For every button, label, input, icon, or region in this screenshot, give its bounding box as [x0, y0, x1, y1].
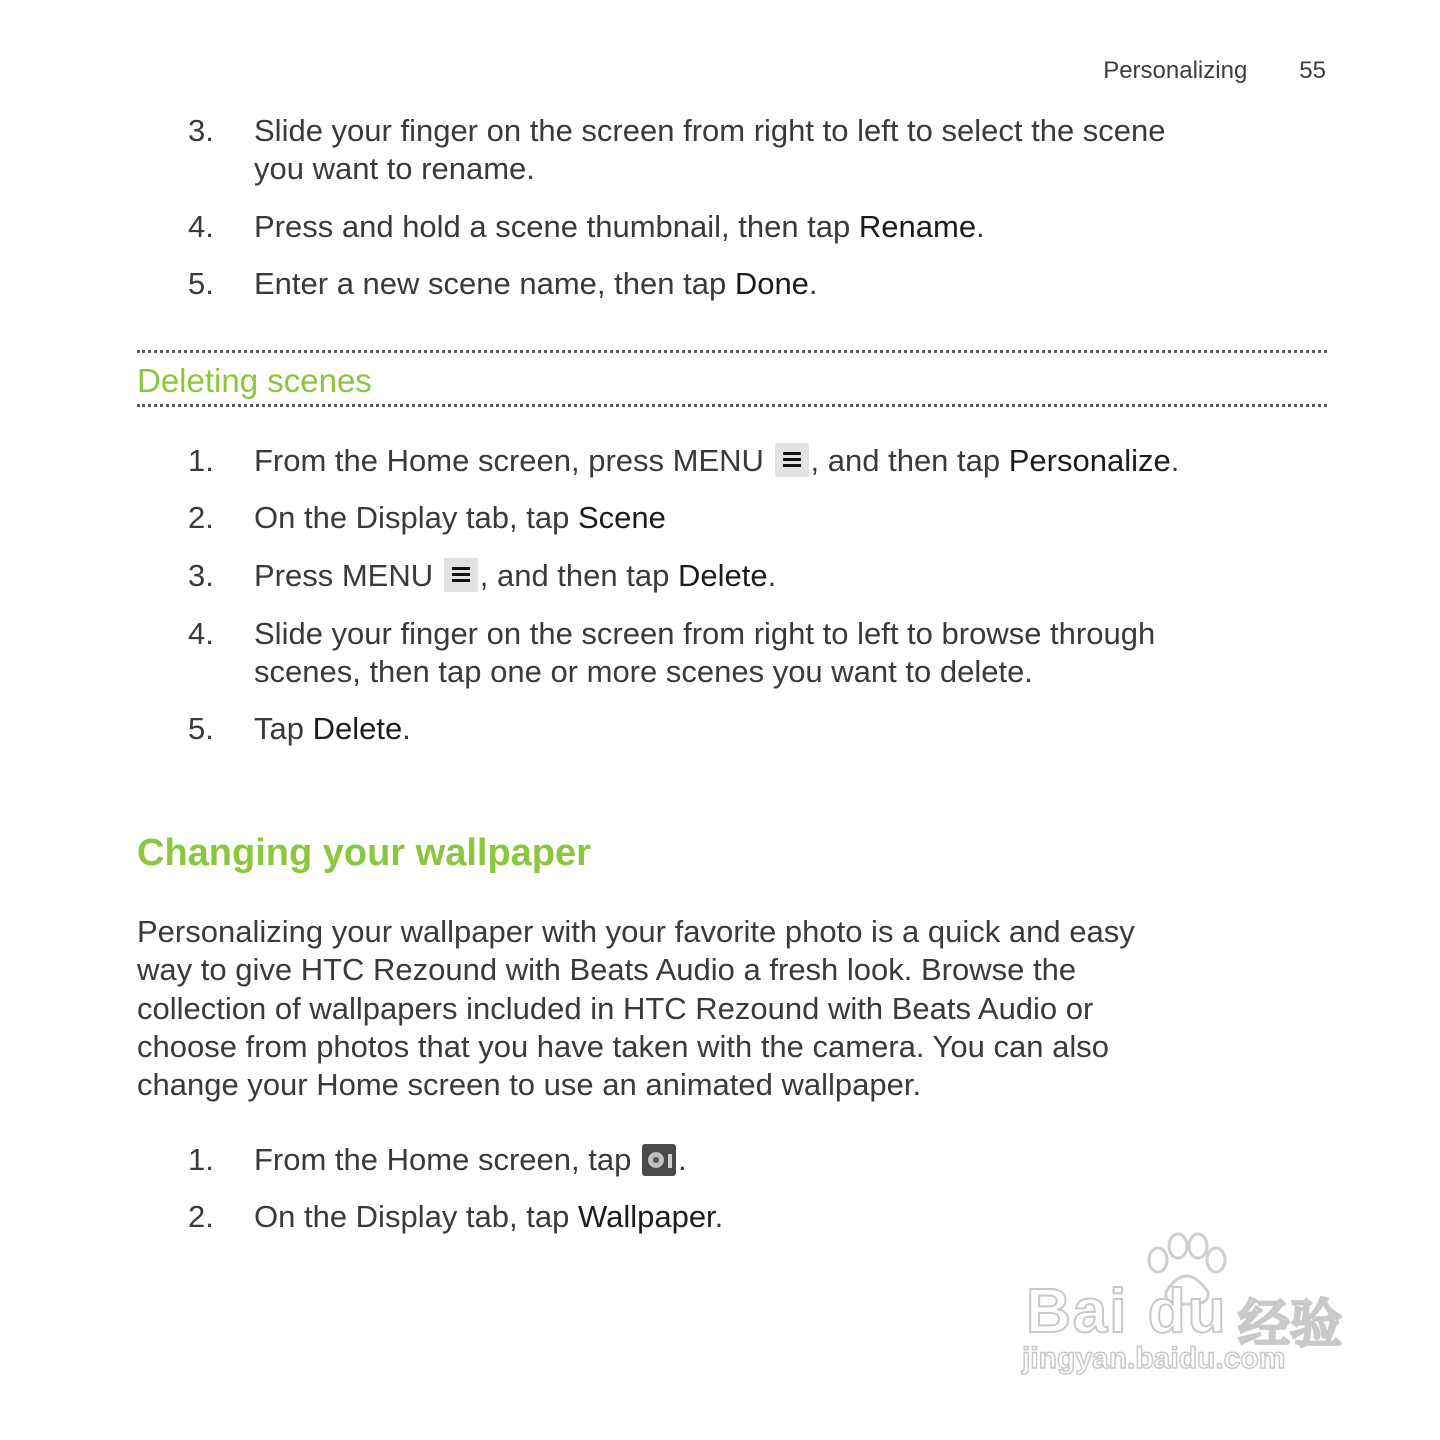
- step-line: you want to rename.: [254, 151, 535, 186]
- baidu-watermark: [1020, 1230, 1360, 1390]
- step-end: .: [714, 1199, 724, 1234]
- step-number: 1.: [188, 1142, 214, 1177]
- ui-term-delete: Delete: [312, 711, 403, 746]
- step-text: [254, 265, 818, 303]
- step-plain: Tap: [254, 711, 313, 746]
- page-number: 55: [1299, 57, 1326, 84]
- step-end: .: [767, 558, 777, 593]
- step-text: [254, 499, 666, 537]
- step-plain: On the Display tab, tap: [254, 500, 578, 535]
- step-number: 2.: [188, 1199, 214, 1234]
- step-number: 5.: [188, 711, 214, 746]
- step-number: 3.: [188, 113, 214, 148]
- ui-term-delete: Delete: [677, 558, 768, 593]
- menu-icon: [775, 443, 809, 477]
- ui-term-done: Done: [734, 266, 809, 301]
- step-end: .: [402, 711, 411, 746]
- step-line: Slide your finger on the screen from right to left to select the scene: [254, 113, 1166, 148]
- ui-term-wallpaper: Wallpaper: [577, 1199, 715, 1234]
- step-plain: , and then tap: [479, 558, 678, 593]
- divider-top: [137, 350, 1327, 353]
- page-header: [1103, 57, 1326, 85]
- step-text: [254, 442, 1179, 480]
- step-number: 3.: [188, 558, 214, 593]
- step-plain: Press MENU: [254, 558, 442, 593]
- step-plain: From the Home screen, tap: [254, 1142, 640, 1177]
- step-text: [254, 615, 1155, 691]
- step-text: [254, 112, 1166, 188]
- step-end: .: [1170, 443, 1180, 478]
- ui-term-scene: Scene: [577, 500, 666, 535]
- watermark-brand: Bai du: [1026, 1277, 1228, 1346]
- step-number: 5.: [188, 266, 214, 301]
- camera-personalize-icon: [642, 1144, 676, 1176]
- step-line: Slide your finger on the screen from right to left to browse through: [254, 616, 1156, 651]
- step-text: [254, 1198, 723, 1236]
- watermark-cn: 经验: [1238, 1296, 1343, 1354]
- subsection-title: Deleting scenes: [137, 362, 372, 399]
- step-line: scenes, then tap one or more scenes you want to delete.: [254, 654, 1033, 689]
- divider-bottom: [137, 404, 1327, 407]
- step-number: 4.: [188, 616, 214, 651]
- step-plain: Enter a new scene name, then tap: [254, 266, 735, 301]
- section-name: Personalizing: [1103, 57, 1248, 84]
- step-plain: On the Display tab, tap: [254, 1199, 578, 1234]
- step-end: .: [677, 1142, 687, 1177]
- step-plain: , and then tap: [810, 443, 1009, 478]
- step-text: [254, 557, 776, 595]
- step-number: 4.: [188, 209, 214, 244]
- menu-icon: [444, 558, 478, 592]
- step-end: .: [808, 266, 818, 301]
- step-text: [254, 1141, 687, 1179]
- section-title: Changing your wallpaper: [137, 832, 591, 874]
- ui-term-rename: Rename: [858, 209, 977, 244]
- step-number: 2.: [188, 500, 214, 535]
- watermark-url: jingyan.baidu.com: [1022, 1342, 1286, 1375]
- step-plain: Press and hold a scene thumbnail, then tap: [254, 209, 859, 244]
- step-number: 1.: [188, 443, 214, 478]
- step-text: [254, 710, 411, 748]
- step-text: [254, 208, 985, 246]
- ui-term-personalize: Personalize: [1008, 443, 1171, 478]
- step-plain: From the Home screen, press MENU: [254, 443, 773, 478]
- intro-paragraph: Personalizing your wallpaper with your favorite photo is a quick and easy way to give HTC Rezound with Beats Audio a fresh look. Browse the collection of wallpapers included in HTC Rezound with Beats Audio or choose from photos that you have taken with the camera. You can also change your Home screen to use an animated wallpaper.: [137, 914, 1135, 1103]
- step-end: .: [976, 209, 985, 244]
